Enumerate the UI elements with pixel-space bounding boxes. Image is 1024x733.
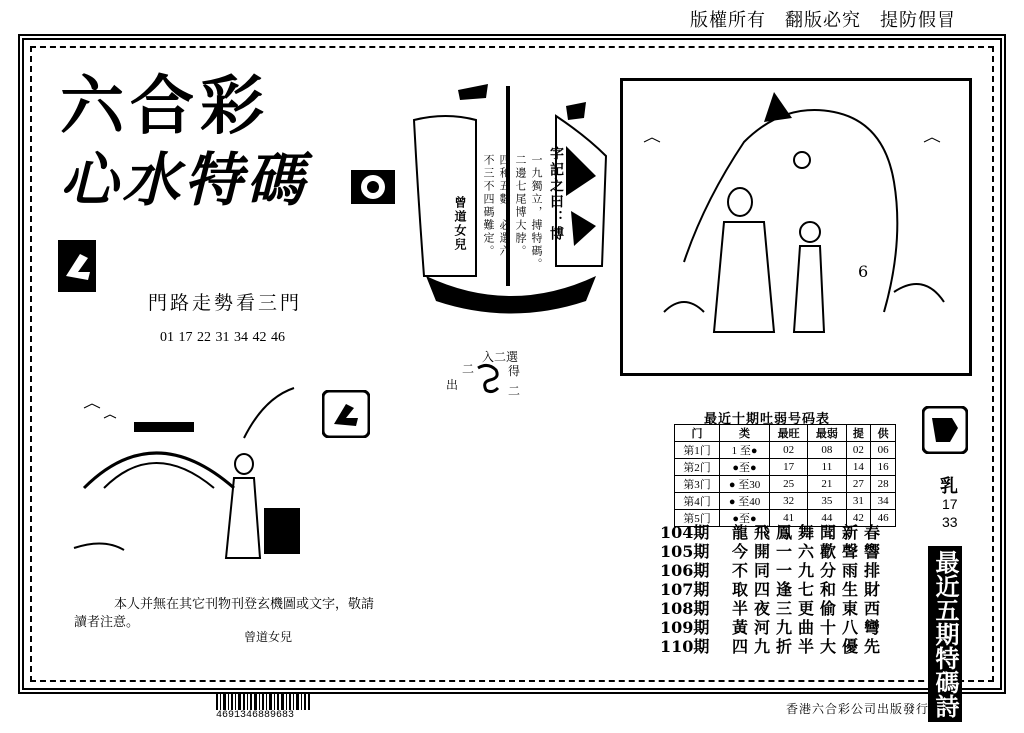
list-item (660, 542, 920, 561)
vertical-banner: 最近五期特碼詩 (928, 546, 962, 722)
issue-poem: 黃河九曲十八彎 (732, 618, 887, 637)
riddle-signature: 曾道女兒 (453, 196, 467, 252)
list-item (660, 599, 920, 618)
provide-cell: 46 (871, 510, 896, 527)
provide-cell: 34 (871, 493, 896, 510)
range-cell: ●至● (720, 459, 770, 476)
col-gate: 门 (675, 425, 720, 442)
lotto-ball-icon (348, 162, 398, 212)
provide-cell: 42 (846, 510, 871, 527)
weak-cell: 08 (808, 442, 846, 459)
side-box-label: 乳 (940, 476, 958, 497)
hot-cell: 25 (769, 476, 807, 493)
hand-pointer-icon-2 (322, 390, 370, 438)
table-row (675, 442, 896, 459)
provide-cell: 28 (871, 476, 896, 493)
weak-numbers-table (674, 424, 896, 527)
sub-title: 心水特碼 (60, 146, 309, 214)
riddle-line-4: 不三不四碼難定。 (482, 154, 495, 258)
gate-cell: 第2门 (675, 459, 720, 476)
stamp-top: 入二選 (482, 350, 519, 364)
stamp-left: 二 (462, 362, 475, 376)
range-cell: 1 至● (720, 442, 770, 459)
issue-poem: 不同一九分雨排 (732, 561, 887, 580)
issue-number: 108期 (660, 599, 710, 618)
provide-cell: 14 (846, 459, 871, 476)
weak-cell: 11 (808, 459, 846, 476)
number-list: 01 17 22 31 34 42 46 (160, 330, 285, 345)
issue-number: 105期 (660, 542, 710, 561)
col-provide-2: 供 (871, 425, 896, 442)
table-header-row (675, 425, 896, 442)
issue-poem: 四九折半大優先 (732, 637, 887, 656)
issue-list (660, 523, 920, 656)
publisher: 香港六合彩公司出版發行 (786, 702, 930, 716)
riddle-title: 字記之曰：博 (548, 146, 564, 242)
notice-signature: 曾道女兒 (244, 630, 293, 644)
issue-poem: 龍飛鳳舞聞新春 (732, 523, 887, 542)
riddle-line-1: 一九獨立，搏特碼。 (530, 154, 543, 271)
col-provide-1: 提 (846, 425, 871, 442)
provide-cell: 16 (871, 459, 896, 476)
table-row (675, 476, 896, 493)
hot-cell: 32 (769, 493, 807, 510)
hand-pointer-icon-3 (922, 406, 968, 454)
barcode-number: 4691346889683 (216, 710, 295, 721)
list-item (660, 637, 920, 656)
stamp-br: 二 (508, 384, 521, 398)
issue-number: 110期 (660, 637, 710, 656)
col-weak: 最弱 (808, 425, 846, 442)
issue-poem: 今開一六歡聲響 (732, 542, 887, 561)
hand-pointer-icon (58, 240, 96, 292)
provide-cell: 31 (846, 493, 871, 510)
hot-cell: 41 (769, 510, 807, 527)
col-class: 类 (720, 425, 770, 442)
list-item (660, 580, 920, 599)
issue-number: 107期 (660, 580, 710, 599)
table-row (675, 459, 896, 476)
bridge-scene-illustration (64, 378, 304, 578)
issue-number: 104期 (660, 523, 710, 542)
side-box-number-2: 33 (942, 514, 958, 530)
weak-table-title: 最近十期吐弱号码表 (704, 412, 831, 427)
main-title: 六合彩 (60, 70, 270, 144)
provide-cell: 27 (846, 476, 871, 493)
dragon-seal-icon (474, 362, 502, 394)
provide-cell: 02 (846, 442, 871, 459)
gate-cell: 第4门 (675, 493, 720, 510)
weak-cell: 44 (808, 510, 846, 527)
col-hot: 最旺 (769, 425, 807, 442)
riddle-line-3: 四和五數，必選六。 (498, 154, 511, 271)
weak-cell: 35 (808, 493, 846, 510)
rights-header: 版權所有 翻版必究 提防假冒 (690, 10, 956, 31)
gate-cell: 第5门 (675, 510, 720, 527)
range-cell: ● 至40 (720, 493, 770, 510)
gate-cell: 第3门 (675, 476, 720, 493)
notice-text: 本人并無在其它刊物刊登玄機圖或文字，敬請讀者注意。 (74, 597, 375, 630)
list-item (660, 618, 920, 637)
oldman-child-illustration (624, 82, 968, 372)
gate-cell: 第1门 (675, 442, 720, 459)
stamp-right: 得 (508, 364, 521, 378)
hot-cell: 02 (769, 442, 807, 459)
scene-label: 6 (858, 262, 869, 281)
barcode-graphic (216, 694, 312, 710)
riddle-line-2: 二邊七尾博大脖。 (514, 154, 527, 258)
stamp-bottom: 出 (446, 378, 459, 392)
hot-cell: 17 (769, 459, 807, 476)
range-cell: ● 至30 (720, 476, 770, 493)
range-cell: ●至● (720, 510, 770, 527)
side-box-number-1: 17 (942, 496, 958, 512)
issue-number: 106期 (660, 561, 710, 580)
provide-cell: 06 (871, 442, 896, 459)
table-row (675, 493, 896, 510)
issue-poem: 取四逢七和生財 (732, 580, 887, 599)
weak-cell: 21 (808, 476, 846, 493)
issue-poem: 半夜三更偷東西 (732, 599, 887, 618)
list-item (660, 561, 920, 580)
list-item (660, 523, 920, 542)
issue-number: 109期 (660, 618, 710, 637)
slogan: 門路走勢看三門 (148, 292, 303, 314)
